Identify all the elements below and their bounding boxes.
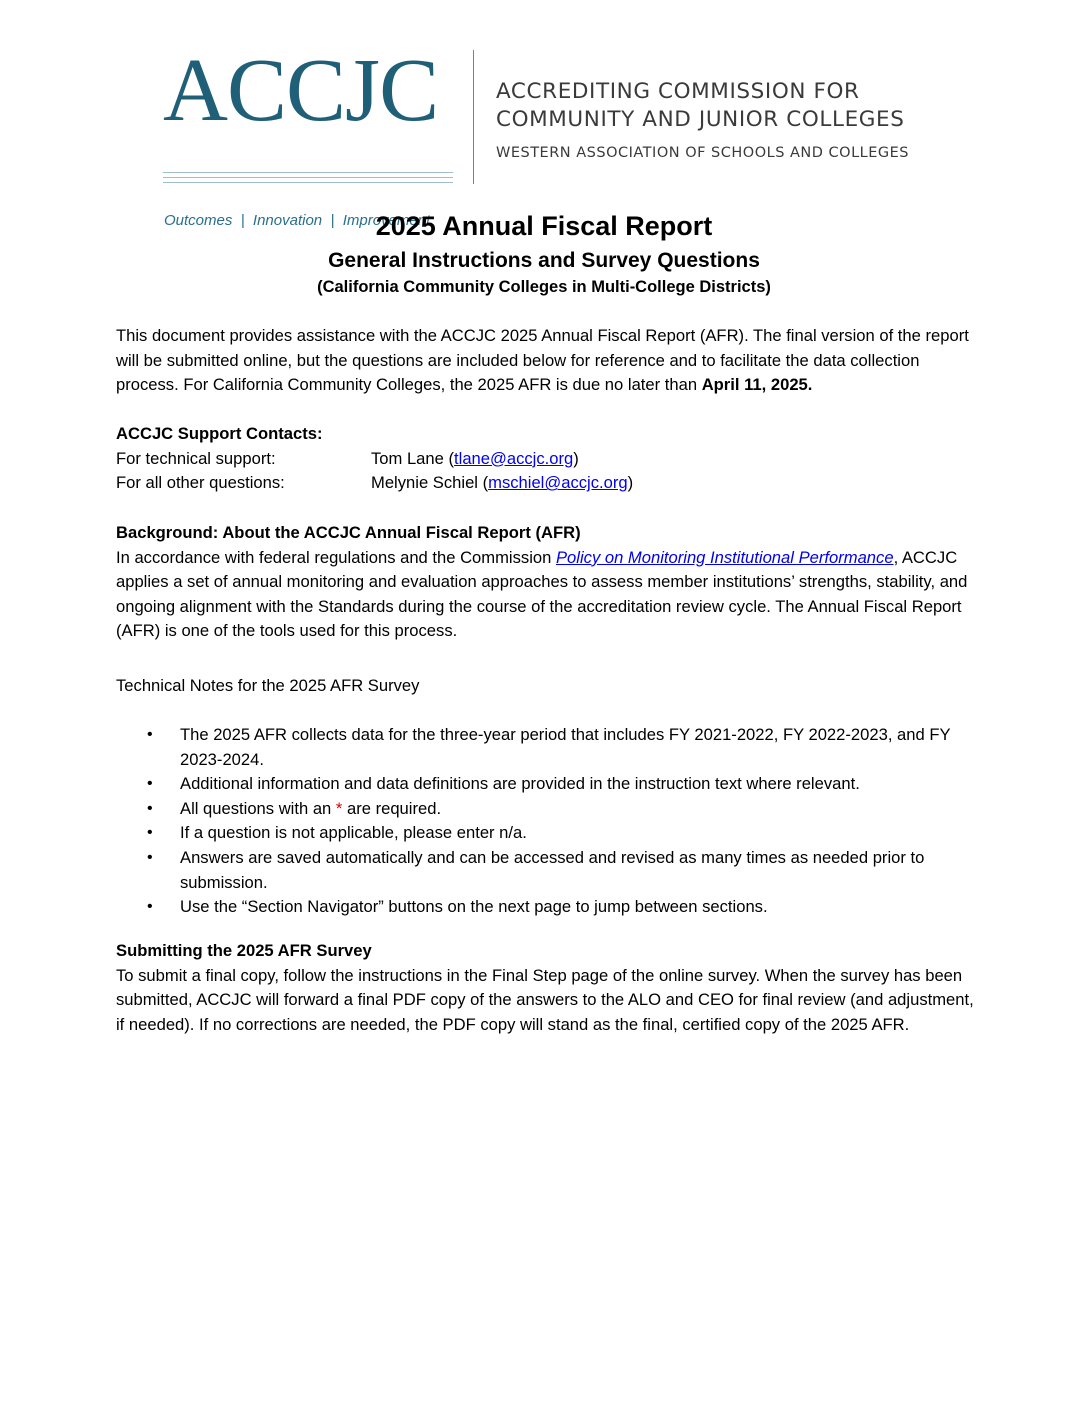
background-text [116, 546, 982, 644]
contact-value [371, 471, 633, 496]
due-date: April 11, 2025. [701, 375, 813, 395]
submitting-section [116, 939, 982, 1037]
contact-name: Tom Lane ( [371, 448, 455, 468]
submitting-heading: Submitting the 2025 AFR Survey [116, 941, 372, 960]
logo-rule-lines [163, 172, 453, 187]
background-heading: Background: About the ACCJC Annual Fiscal Report (AFR) [116, 523, 581, 542]
required-asterisk: * [335, 798, 343, 818]
list-item: • Answers are saved automatically and can be accessed and revised as many times as needed prior to submission. [116, 846, 982, 895]
document-scope: (California Community Colleges in Multi-College Districts) [317, 278, 771, 296]
contact-close-paren: ) [573, 448, 579, 468]
organization-name [496, 78, 909, 163]
header-divider [473, 50, 474, 184]
org-name-line-1: ACCREDITING COMMISSION FOR [496, 79, 860, 104]
contact-row-other [116, 471, 982, 496]
list-item: • The 2025 AFR collects data for the three-year period that includes FY 2021-2022, FY 2022-2023, and FY 2023-2024. [116, 723, 982, 772]
policy-link[interactable]: Policy on Monitoring Institutional Performance [555, 547, 894, 567]
submitting-text: To submit a final copy, follow the instructions in the Final Step page of the online survey. When the survey has been submitted, ACCJC will forward a final PDF copy of the answers to the ALO and CEO for final review (and adjustment, if needed). If no corrections are needed, the PDF copy will stand as the final, certified copy of the 2025 AFR. [116, 965, 974, 1034]
email-link-tlane[interactable]: tlane@accjc.org [454, 448, 574, 468]
list-item: • If a question is not applicable, please enter n/a. [116, 821, 982, 846]
accjc-logo [163, 41, 453, 229]
contact-value [371, 447, 579, 472]
org-name-line-2: COMMUNITY AND JUNIOR COLLEGES [496, 107, 905, 132]
org-association: WESTERN ASSOCIATION OF SCHOOLS AND COLLEGES [496, 145, 909, 161]
contact-label: For all other questions: [116, 473, 285, 493]
intro-paragraph [116, 324, 982, 398]
contact-name: Melynie Schiel ( [371, 473, 489, 493]
contact-label: For technical support: [116, 448, 276, 468]
contacts-heading: ACCJC Support Contacts: [116, 424, 323, 443]
document-title: 2025 Annual Fiscal Report [375, 211, 713, 241]
list-item [116, 797, 982, 822]
contact-row-technical [116, 447, 982, 472]
support-contacts [116, 422, 982, 496]
logo-wordmark: ACCJC [163, 41, 439, 140]
required-note-start: All questions with an [180, 798, 336, 818]
background-section [116, 521, 982, 644]
list-item: • Additional information and data definitions are provided in the instruction text where relevant. [116, 772, 982, 797]
technical-notes-heading: Technical Notes for the 2025 AFR Survey [116, 676, 420, 695]
required-note-end: are required. [342, 798, 442, 818]
background-text-start: In accordance with federal regulations and the Commission [116, 547, 556, 567]
document-subtitle: General Instructions and Survey Questions [328, 249, 760, 272]
email-link-mschiel[interactable]: mschiel@accjc.org [488, 473, 628, 493]
contact-close-paren: ) [627, 473, 634, 493]
technical-notes [116, 723, 982, 920]
technical-notes-list [116, 723, 982, 920]
background-text-end: , ACCJC applies a set of annual monitoring and evaluation approaches to assess member institutions’ strengths, stability, and ongoing alignment with the Standards during the course of the accreditation review cycle. The Annual Fiscal Report (AFR) is one of the tools used for this process. [116, 547, 968, 641]
intro-text: This document provides assistance with the ACCJC 2025 Annual Fiscal Report (AFR). The final version of the report will be submitted online, but the questions are included below for reference and to facilitate the data collection process. For California Community Colleges, the 2025 AFR is due no later than [116, 326, 969, 395]
logo-tagline: Outcomes | Innovation | Improvement [164, 212, 431, 229]
list-item: • Use the “Section Navigator” buttons on the next page to jump between sections. [116, 895, 982, 920]
